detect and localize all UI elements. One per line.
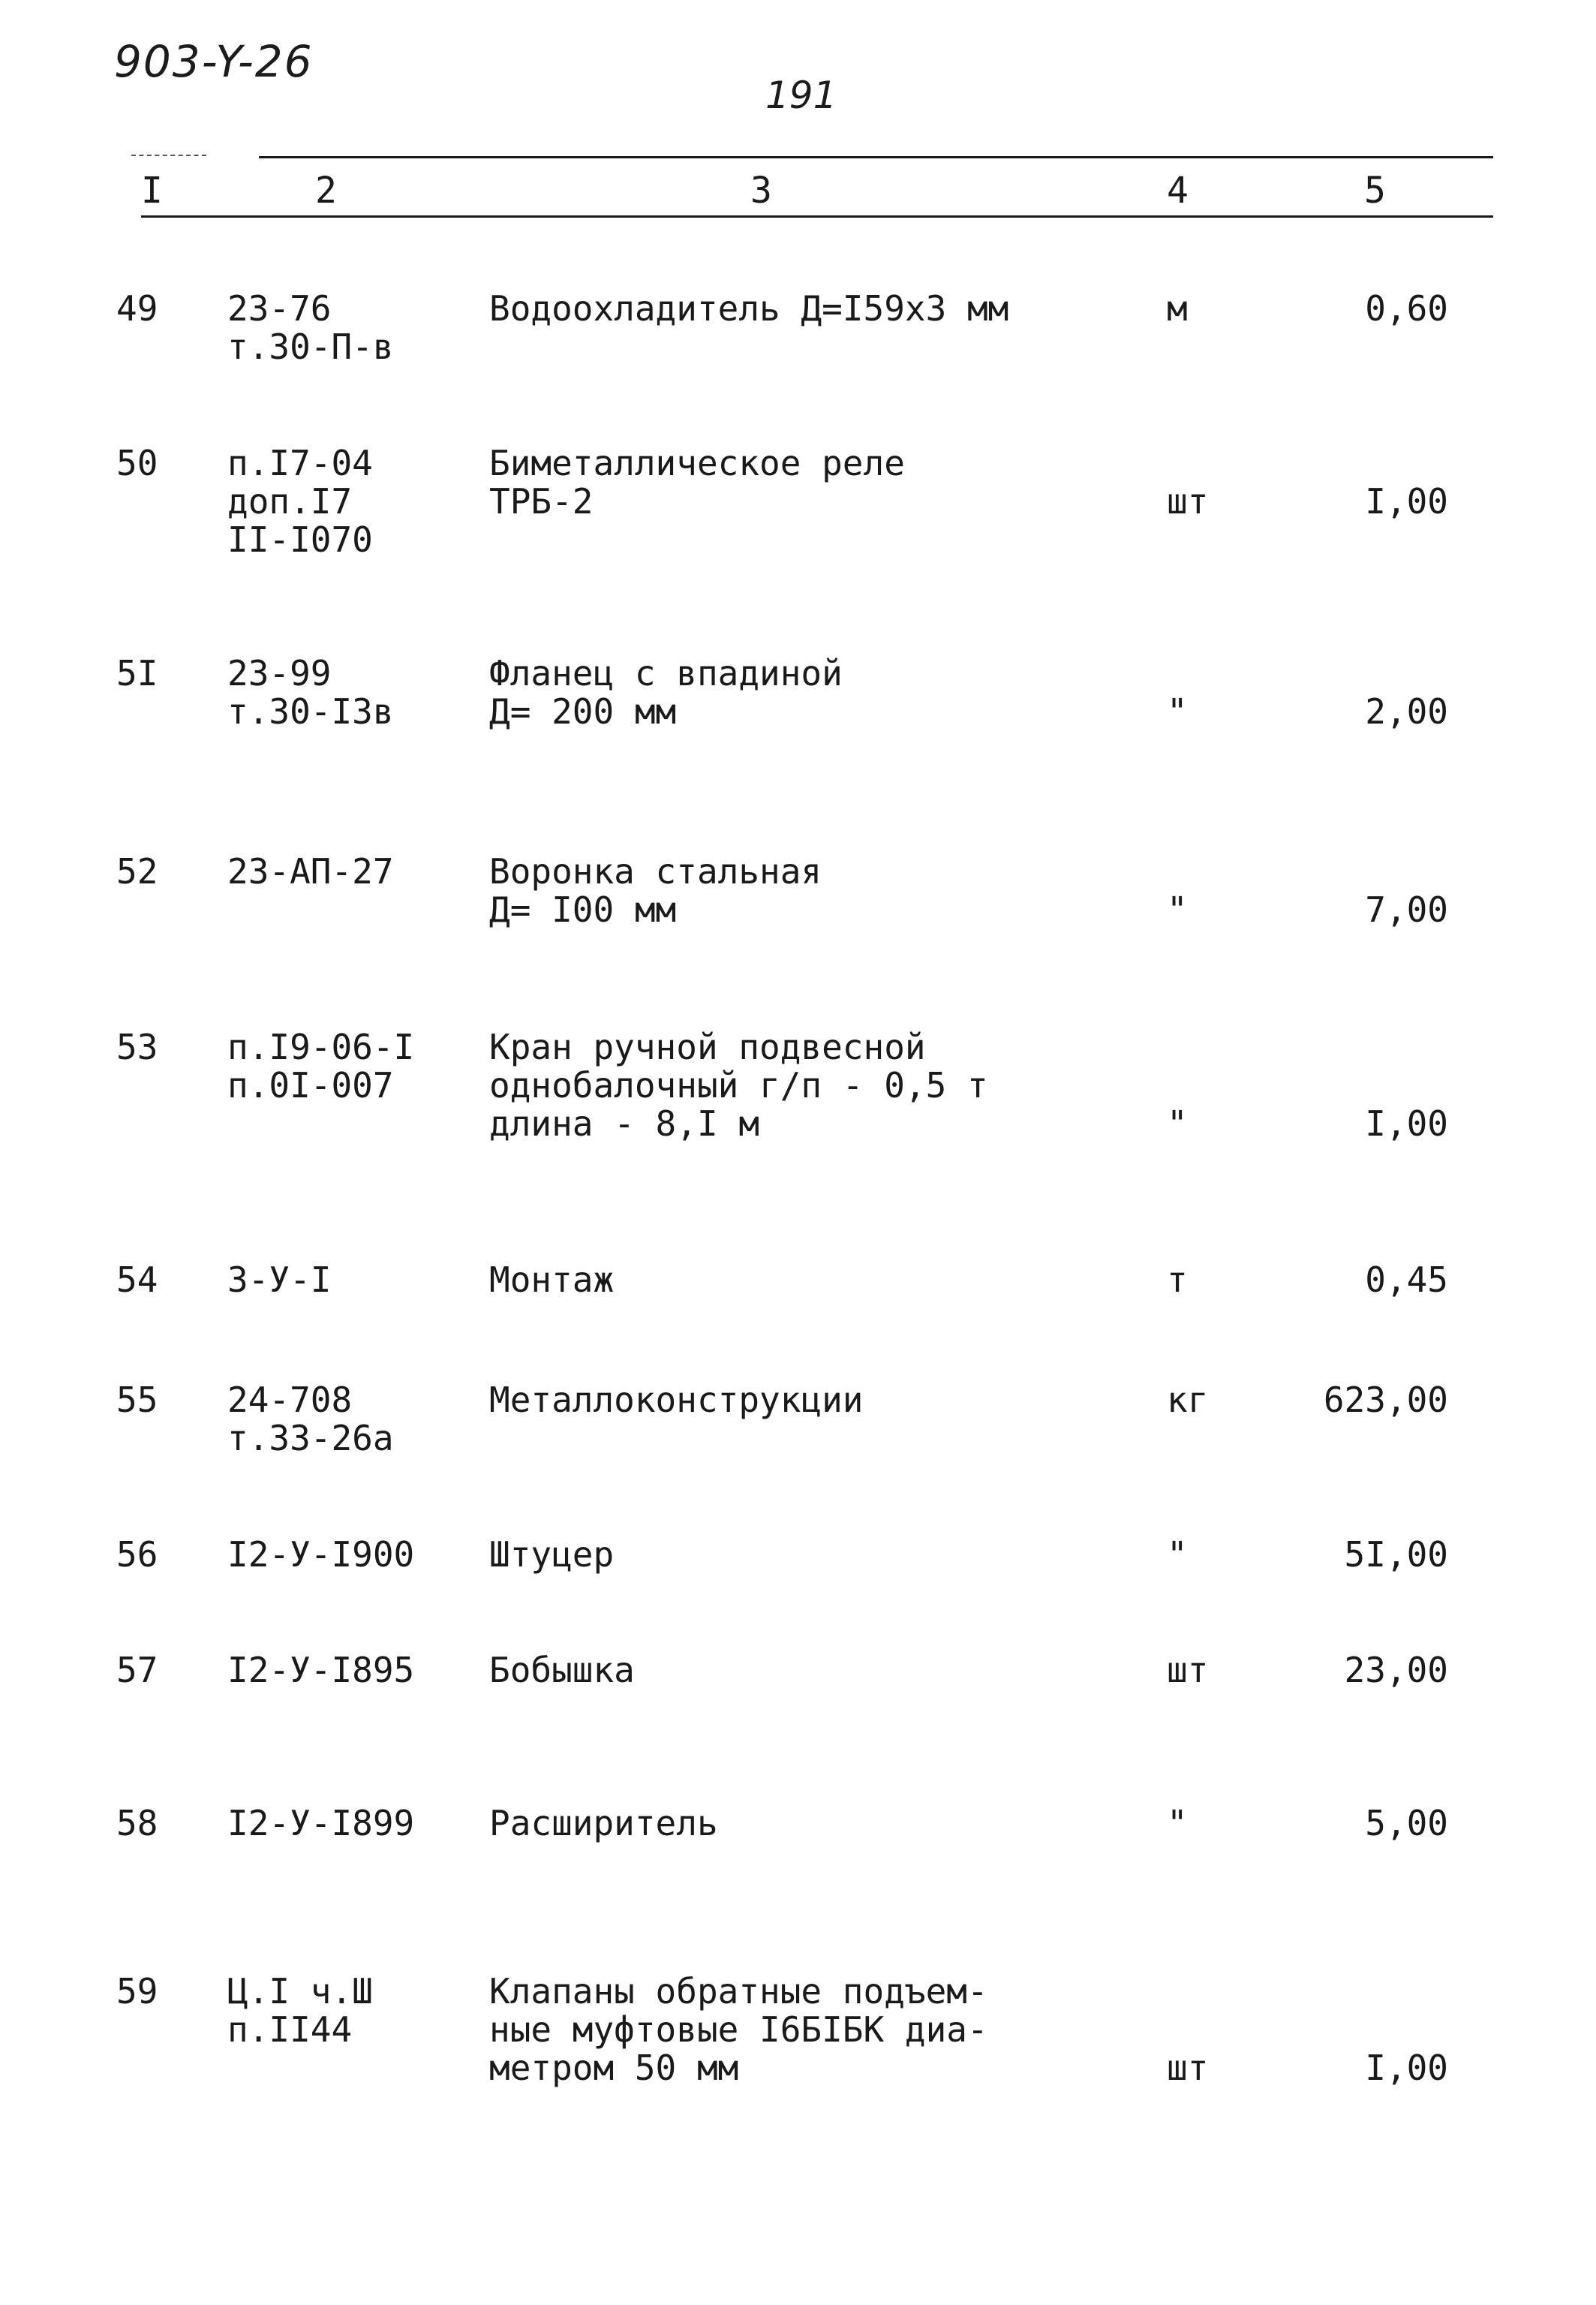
description-line: Монтаж: [489, 1259, 615, 1300]
quantity: I,00: [1365, 1103, 1448, 1144]
row-number: 59: [116, 1971, 158, 2012]
description-line: однобалочный г/п - 0,5 т: [489, 1065, 988, 1106]
header-top-rule: [259, 156, 1493, 158]
description-line: Д= 200 мм: [489, 691, 677, 732]
unit: шт: [1167, 1650, 1209, 1690]
norm-code: [227, 444, 373, 559]
description-line: Д= I00 мм: [489, 889, 677, 930]
row-number: 53: [116, 1027, 158, 1067]
header-bottom-rule: [141, 215, 1493, 218]
norm-code: [227, 1804, 414, 1843]
row-number: 54: [116, 1259, 158, 1300]
quantity: 5,00: [1365, 1803, 1448, 1843]
item-description: [489, 444, 905, 521]
item-description: [489, 853, 822, 929]
item-description: [489, 1651, 635, 1690]
quantity: 23,00: [1344, 1650, 1448, 1690]
norm-code-line: I2-У-I895: [227, 1650, 415, 1690]
document-code: 903-Y-26: [114, 36, 314, 87]
description-line: метром 50 мм: [489, 2048, 739, 2088]
norm-code-line: доп.I7: [227, 481, 353, 522]
item-description: [489, 1381, 864, 1419]
quantity: 623,00: [1323, 1380, 1448, 1420]
unit: ": [1167, 1803, 1188, 1843]
item-description: [489, 290, 1008, 328]
description-line: Воронка стальная: [489, 851, 822, 892]
item-description: [489, 1261, 614, 1299]
column-header-5: 5: [1364, 170, 1386, 212]
column-header-2: 2: [315, 170, 337, 212]
norm-code: [227, 1972, 373, 2049]
norm-code: [227, 1536, 414, 1574]
norm-code: [227, 1028, 414, 1105]
page-number: 191: [765, 74, 837, 117]
row-number: 57: [116, 1650, 158, 1690]
quantity: 7,00: [1365, 889, 1448, 930]
unit: шт: [1167, 2048, 1209, 2088]
norm-code: [227, 1651, 414, 1690]
row-number: 58: [116, 1803, 158, 1843]
item-description: [489, 654, 843, 731]
quantity: I,00: [1365, 481, 1448, 522]
norm-code: [227, 853, 394, 891]
norm-code-line: 3-У-I: [227, 1259, 332, 1300]
item-description: [489, 1028, 988, 1143]
column-header-4: 4: [1167, 170, 1189, 212]
norm-code: [227, 290, 394, 366]
quantity: 5I,00: [1344, 1534, 1448, 1575]
description-line: Металлоконструкции: [489, 1380, 864, 1420]
unit: ": [1167, 889, 1188, 930]
description-line: Кран ручной подвесной: [489, 1027, 926, 1067]
description-line: Клапаны обратные подъем-: [489, 1971, 988, 2012]
norm-code: [227, 1381, 394, 1458]
unit: м: [1167, 288, 1188, 329]
row-number: 55: [116, 1380, 158, 1420]
quantity: I,00: [1365, 2048, 1448, 2088]
norm-code-line: п.I7-04: [227, 443, 373, 483]
description-line: Расширитель: [489, 1803, 718, 1843]
column-header-1: I: [141, 170, 163, 212]
row-number: 5I: [116, 653, 158, 694]
item-description: [489, 1536, 614, 1574]
norm-code-line: II-I070: [227, 519, 373, 560]
unit: ": [1167, 1103, 1188, 1144]
unit: т: [1167, 1259, 1188, 1300]
header-dash-rule: [131, 155, 206, 156]
unit: кг: [1167, 1380, 1209, 1420]
norm-code: [227, 1261, 331, 1299]
norm-code-line: 24-708: [227, 1380, 353, 1420]
description-line: Биметаллическое реле: [489, 443, 905, 483]
unit: ": [1167, 1534, 1188, 1575]
item-description: [489, 1804, 718, 1843]
quantity: 0,45: [1365, 1259, 1448, 1300]
row-number: 52: [116, 851, 158, 892]
description-line: Бобышка: [489, 1650, 635, 1690]
norm-code-line: п.II44: [227, 2009, 353, 2050]
norm-code-line: 23-99: [227, 653, 332, 694]
description-line: ТРБ-2: [489, 481, 594, 522]
column-header-3: 3: [750, 170, 772, 212]
unit: шт: [1167, 481, 1209, 522]
norm-code-line: п.0I-007: [227, 1065, 394, 1106]
norm-code-line: т.33-26а: [227, 1418, 394, 1458]
norm-code: [227, 654, 394, 731]
item-description: [489, 1972, 988, 2087]
norm-code-line: 23-76: [227, 288, 332, 329]
norm-code-line: т.30-I3в: [227, 691, 394, 732]
norm-code-line: Ц.I ч.Ш: [227, 1971, 373, 2012]
row-number: 50: [116, 443, 158, 483]
description-line: Фланец с впадиной: [489, 653, 843, 694]
description-line: ные муфтовые I6БIБК диа-: [489, 2009, 988, 2050]
description-line: Штуцер: [489, 1534, 615, 1575]
row-number: 56: [116, 1534, 158, 1575]
row-number: 49: [116, 288, 158, 329]
description-line: Водоохладитель Д=I59х3 мм: [489, 288, 1009, 329]
unit: ": [1167, 691, 1188, 732]
norm-code-line: I2-У-I899: [227, 1803, 415, 1843]
norm-code-line: т.30-П-в: [227, 326, 394, 367]
norm-code-line: I2-У-I900: [227, 1534, 415, 1575]
norm-code-line: п.I9-06-I: [227, 1027, 415, 1067]
description-line: длина - 8,I м: [489, 1103, 760, 1144]
quantity: 0,60: [1365, 288, 1448, 329]
quantity: 2,00: [1365, 691, 1448, 732]
norm-code-line: 23-АП-27: [227, 851, 394, 892]
